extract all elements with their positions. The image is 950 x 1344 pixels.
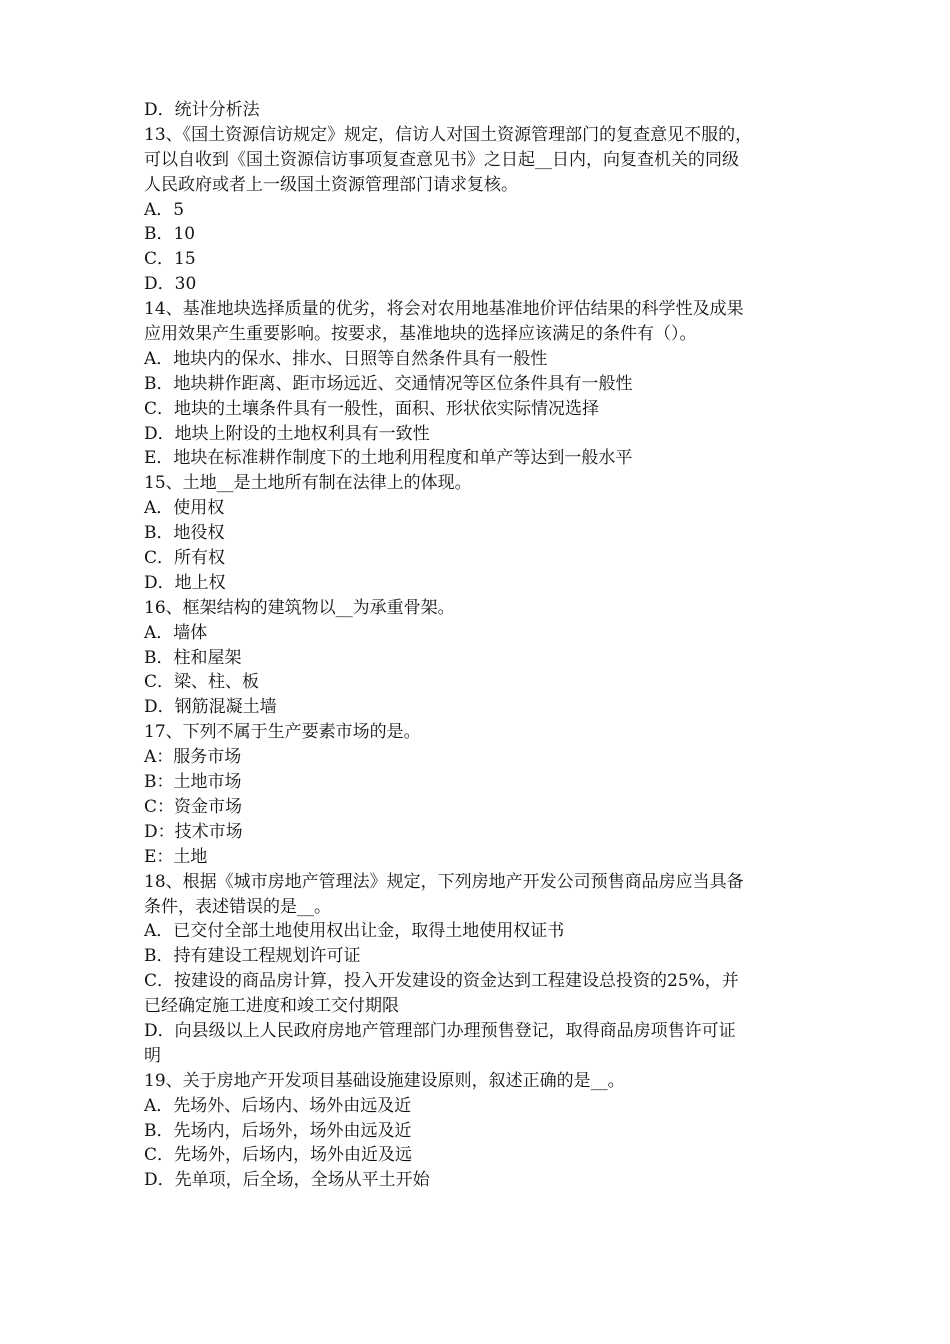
- option-line: D．30: [144, 274, 197, 295]
- question-14-line: 14、基准地块选择质量的优劣，将会对农用地基准地价评估结果的科学性及成果: [144, 299, 744, 320]
- question-15-line: 15、土地__是土地所有制在法律上的体现。: [144, 473, 472, 494]
- text-line: D．统计分析法: [144, 100, 260, 120]
- option-line: D．地块上附设的土地权利具有一致性: [144, 423, 430, 444]
- option-line: A．5: [144, 199, 185, 220]
- text-line: 人民政府或者上一级国土资源管理部门请求复核。: [144, 174, 518, 195]
- option-line: B．地块耕作距离、距市场远近、交通情况等区位条件具有一般性: [144, 373, 633, 394]
- option-line: C．梁、柱、板: [144, 672, 260, 693]
- option-line: C．15: [144, 249, 196, 270]
- option-line: B．地役权: [144, 523, 225, 544]
- option-line: A．先场外、后场内、场外由远及近: [144, 1095, 412, 1116]
- option-line: D．先单项，后全场，全场从平土开始: [144, 1170, 430, 1191]
- text-line: 可以自收到《国土资源信访事项复查意见书》之日起__日内，向复查机关的同级: [144, 149, 739, 170]
- question-13-line: 13、《国土资源信访规定》规定，信访人对国土资源管理部门的复查意见不服的，: [144, 124, 753, 145]
- question-17-line: 17、下列不属于生产要素市场的是。: [144, 722, 421, 743]
- option-line: E：土地: [144, 846, 208, 867]
- question-16-line: 16、框架结构的建筑物以__为承重骨架。: [144, 597, 455, 618]
- text-line: 条件，表述错误的是__。: [144, 896, 331, 917]
- text-line: 明: [144, 1045, 161, 1066]
- option-line: C．先场外，后场内，场外由近及远: [144, 1145, 413, 1166]
- option-line: A．地块内的保水、排水、日照等自然条件具有一般性: [144, 348, 548, 369]
- option-line: A．使用权: [144, 498, 225, 519]
- option-line: B．10: [144, 224, 196, 245]
- option-line: C：资金市场: [144, 796, 243, 817]
- option-line: D．钢筋混凝土墙: [144, 697, 277, 718]
- option-line: B：土地市场: [144, 772, 242, 793]
- option-line: C．按建设的商品房计算，投入开发建设的资金达到工程建设总投资的25%，并: [144, 971, 739, 992]
- text-line: 应用效果产生重要影响。按要求，基准地块的选择应该满足的条件有（）。: [144, 324, 697, 345]
- option-line: E．地块在标准耕作制度下的土地利用程度和单产等达到一般水平: [144, 448, 633, 469]
- option-line: D．地上权: [144, 572, 226, 593]
- option-line: A．墙体: [144, 622, 208, 643]
- option-line: B．先场内，后场外，场外由远及近: [144, 1120, 412, 1141]
- question-18-line: 18、根据《城市房地产管理法》规定，下列房地产开发公司预售商品房应当具备: [144, 871, 744, 892]
- question-19-line: 19、关于房地产开发项目基础设施建设原则，叙述正确的是__。: [144, 1070, 625, 1091]
- option-line: B．持有建设工程规划许可证: [144, 946, 361, 967]
- option-line: D：技术市场: [144, 821, 243, 842]
- text-line: 已经确定施工进度和竣工交付期限: [144, 996, 399, 1017]
- option-line: C．所有权: [144, 548, 226, 569]
- option-line: D．向县级以上人民政府房地产管理部门办理预售登记，取得商品房项售许可证: [144, 1020, 736, 1041]
- option-line: A．已交付全部土地使用权出让金，取得土地使用权证书: [144, 921, 565, 942]
- option-line: B．柱和屋架: [144, 647, 242, 668]
- option-line: C．地块的土壤条件具有一般性，面积、形状依实际情况选择: [144, 398, 600, 419]
- option-line: A：服务市场: [144, 747, 242, 768]
- document-text: [144, 98, 824, 1193]
